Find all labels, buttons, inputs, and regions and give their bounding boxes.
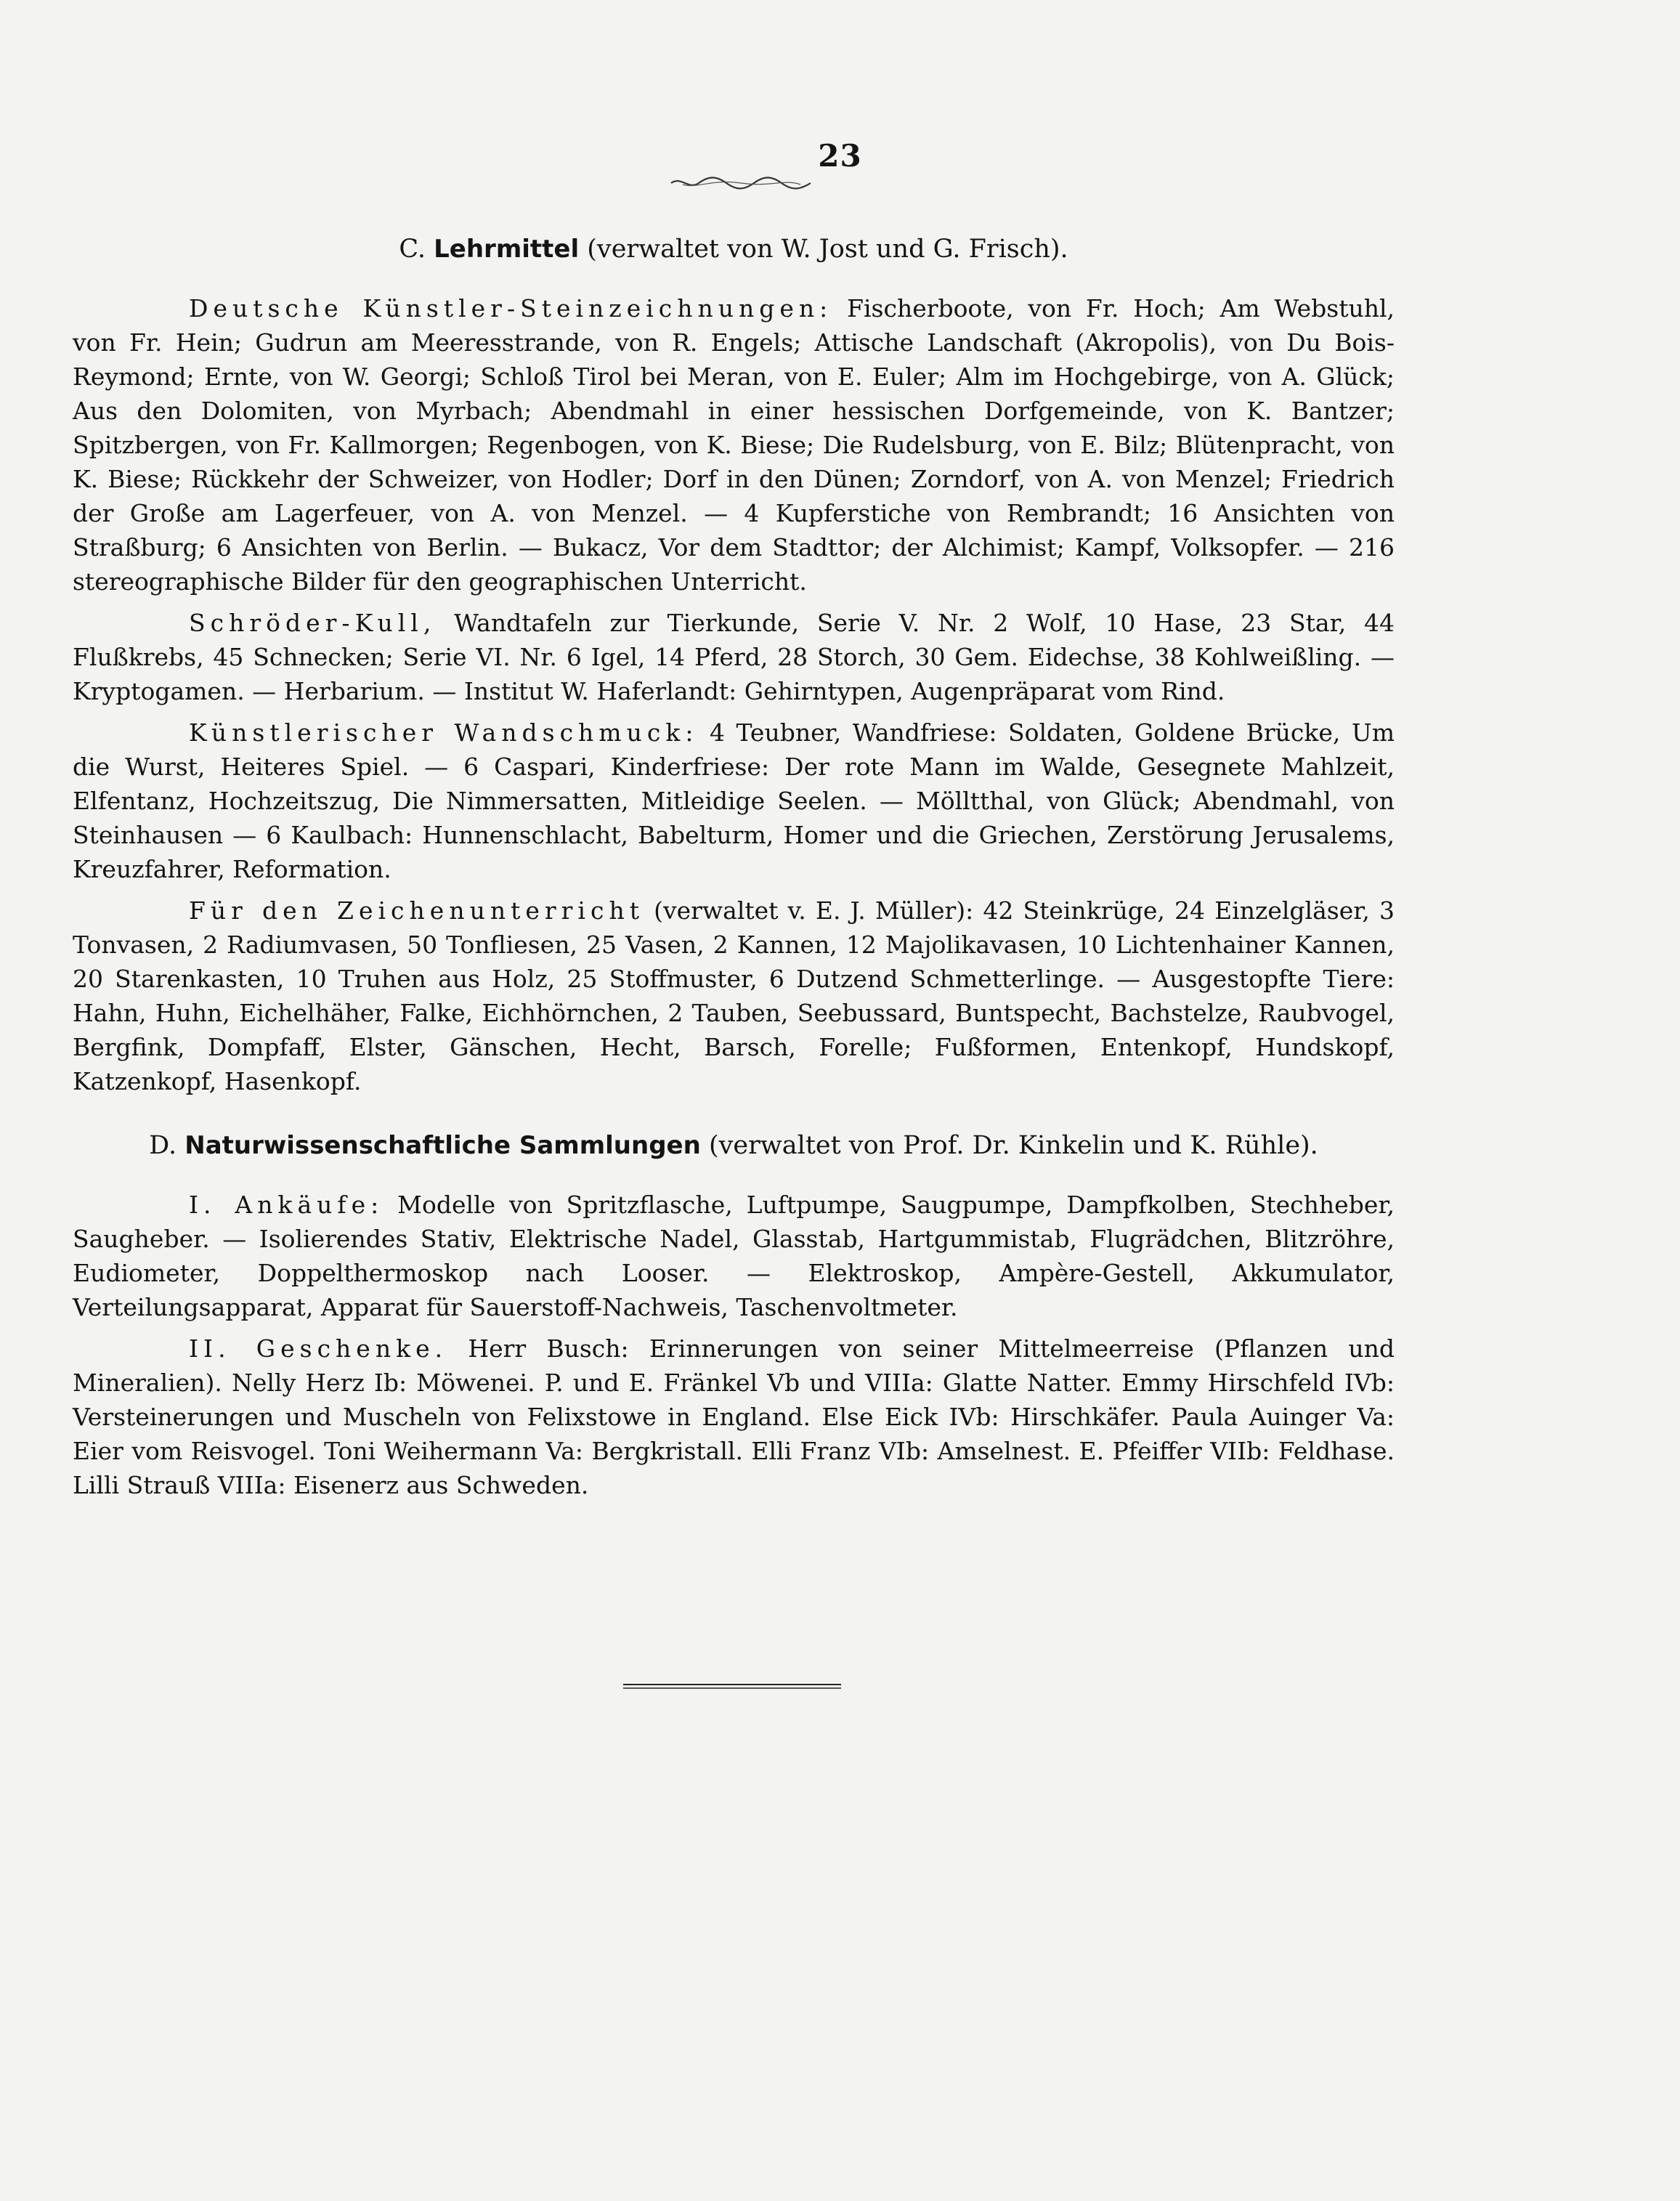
paragraph (73, 1331, 1395, 1502)
paragraph-text: Fischerboote, von Fr. Hoch; Am Webstuhl, von Fr. Hein; Gudrun am Meeresstrande, von R. Engels; Attische Landschaft (Akropolis), von Du Bois-Reymond; Ernte, von W. Georgi; Schloß Tirol bei Meran, von E. Euler; Alm im Hochgebirge, von A. Glück; Aus den Dolomiten, von Myrbach; Abendmahl in einer hessischen Dorfgemeinde, von K. Bantzer; Spitzbergen, von Fr. Kallmorgen; Regenbogen, von K. Biese; Die Rudelsburg, von E. Bilz; Blütenpracht, von K. Biese; Rückkehr der Schweizer, von Hodler; Dorf in den Dünen; Zorndorf, von A. von Menzel; Friedrich der Große am Lagerfeuer, von A. von Menzel. — 4 Kupferstiche von Rembrandt; 16 Ansichten von Straßburg; 6 Ansichten von Berlin. — Bukacz, Vor dem Stadttor; der Alchimist; Kampf, Volksopfer. — 216 stereographische Bilder für den geographischen Unterricht. (73, 294, 1395, 596)
paragraph-lead: Schröder-Kull, (189, 609, 437, 637)
section-subtitle: (verwaltet von Prof. Dr. Kinkelin und K. Rühle). (708, 1131, 1318, 1160)
paragraph (73, 1188, 1395, 1324)
paragraph-text: 4 Teubner, Wandfriese: Soldaten, Goldene Brücke, Um die Wurst, Heiteres Spiel. — 6 Caspari, Kinderfriese: Der rote Mann im Walde, Gesegnete Mahlzeit, Elfentanz, Hochzeitszug, Die Nimmersatten, Mitleidige Seelen. — Mölltthal, von Glück; Abendmahl, von Steinhausen — 6 Kaulbach: Hunnenschlacht, Babelturm, Homer und die Griechen, Zerstörung Jerusalems, Kreuzfahrer, Reformation. (73, 718, 1395, 883)
section-letter: D. (149, 1131, 177, 1160)
paragraph-lead: Deutsche Künstler-Steinzeichnungen: (189, 294, 833, 323)
ornament-flourish-icon (668, 173, 813, 192)
page-content (73, 232, 1395, 1509)
section-heading-d (73, 1129, 1395, 1163)
paragraph-text: Wandtafeln zur Tierkunde, Serie V. Nr. 2 Wolf, 10 Hase, 23 Star, 44 Flußkrebs, 45 Schnecken; Serie VI. Nr. 6 Igel, 14 Pferd, 28 Storch, 30 Gem. Eidechse, 38 Kohlweißling. — Kryptogamen. — Herbarium. — Institut W. Haferlandt: Gehirntypen, Augenpräparat vom Rind. (73, 609, 1395, 705)
paragraph (73, 893, 1395, 1098)
paragraph (73, 606, 1395, 708)
paragraph-text: Herr Busch: Erinnerungen von seiner Mittelmeerreise (Pflanzen und Mineralien). Nelly Herz Ib: Möwenei. P. und E. Fränkel Vb und VIIIa: Glatte Natter. Emmy Hirschfeld IVb: Versteinerungen und Muscheln von Felixstowe in England. Else Eick IVb: Hirschkäfer. Paula Auinger Va: Eier vom Reisvogel. Toni Weihermann Va: Bergkristall. Elli Franz VIb: Amselnest. E. Pfeiffer VIIb: Feldhase. Lilli Strauß VIIIa: Eisenerz aus Schweden. (73, 1334, 1395, 1499)
paragraph-lead: Für den Zeichenunterricht (189, 896, 644, 925)
paragraph-lead: II. Geschenke. (189, 1334, 448, 1363)
paragraph-text: Modelle von Spritzflasche, Luftpumpe, Saugpumpe, Dampfkolben, Stechheber, Saugheber. — Isolierendes Stativ, Elektrische Nadel, Glasstab, Hartgummistab, Flugrädchen, Blitzröhre, Eudiometer, Doppelthermoskop nach Looser. — Elektroskop, Ampère-Gestell, Akkumulator, Verteilungsapparat, Apparat für Sauerstoff-Nachweis, Taschenvoltmeter. (73, 1191, 1395, 1321)
paragraph-lead: Künstlerischer Wandschmuck: (189, 718, 699, 747)
page-number: 23 (818, 138, 862, 174)
section-subtitle: (verwaltet von W. Jost und G. Frisch). (587, 235, 1068, 264)
paragraph-lead: I. Ankäufe: (189, 1191, 384, 1219)
section-title: Lehrmittel (434, 235, 580, 264)
closing-rule-divider (623, 1682, 841, 1690)
section-title: Naturwissenschaftliche Sammlungen (184, 1131, 701, 1160)
paragraph (73, 716, 1395, 886)
section-heading-c (73, 232, 1395, 267)
paragraph-text: (verwaltet v. E. J. Müller): 42 Steinkrüge, 24 Einzelgläser, 3 Tonvasen, 2 Radiumvasen, 50 Tonfliesen, 25 Vasen, 2 Kannen, 12 Majolikavasen, 10 Lichtenhainer Kannen, 20 Starenkasten, 10 Truhen aus Holz, 25 Stoffmuster, 6 Dutzend Schmetterlinge. — Ausgestopfte Tiere: Hahn, Huhn, Eichelhäher, Falke, Eichhörnchen, 2 Tauben, Seebussard, Buntspecht, Bachstelze, Raubvogel, Bergfink, Dompfaff, Elster, Gänschen, Hecht, Barsch, Forelle; Fußformen, Entenkopf, Hundskopf, Katzenkopf, Hasenkopf. (73, 896, 1395, 1095)
paragraph (73, 291, 1395, 599)
section-letter: C. (399, 235, 426, 264)
